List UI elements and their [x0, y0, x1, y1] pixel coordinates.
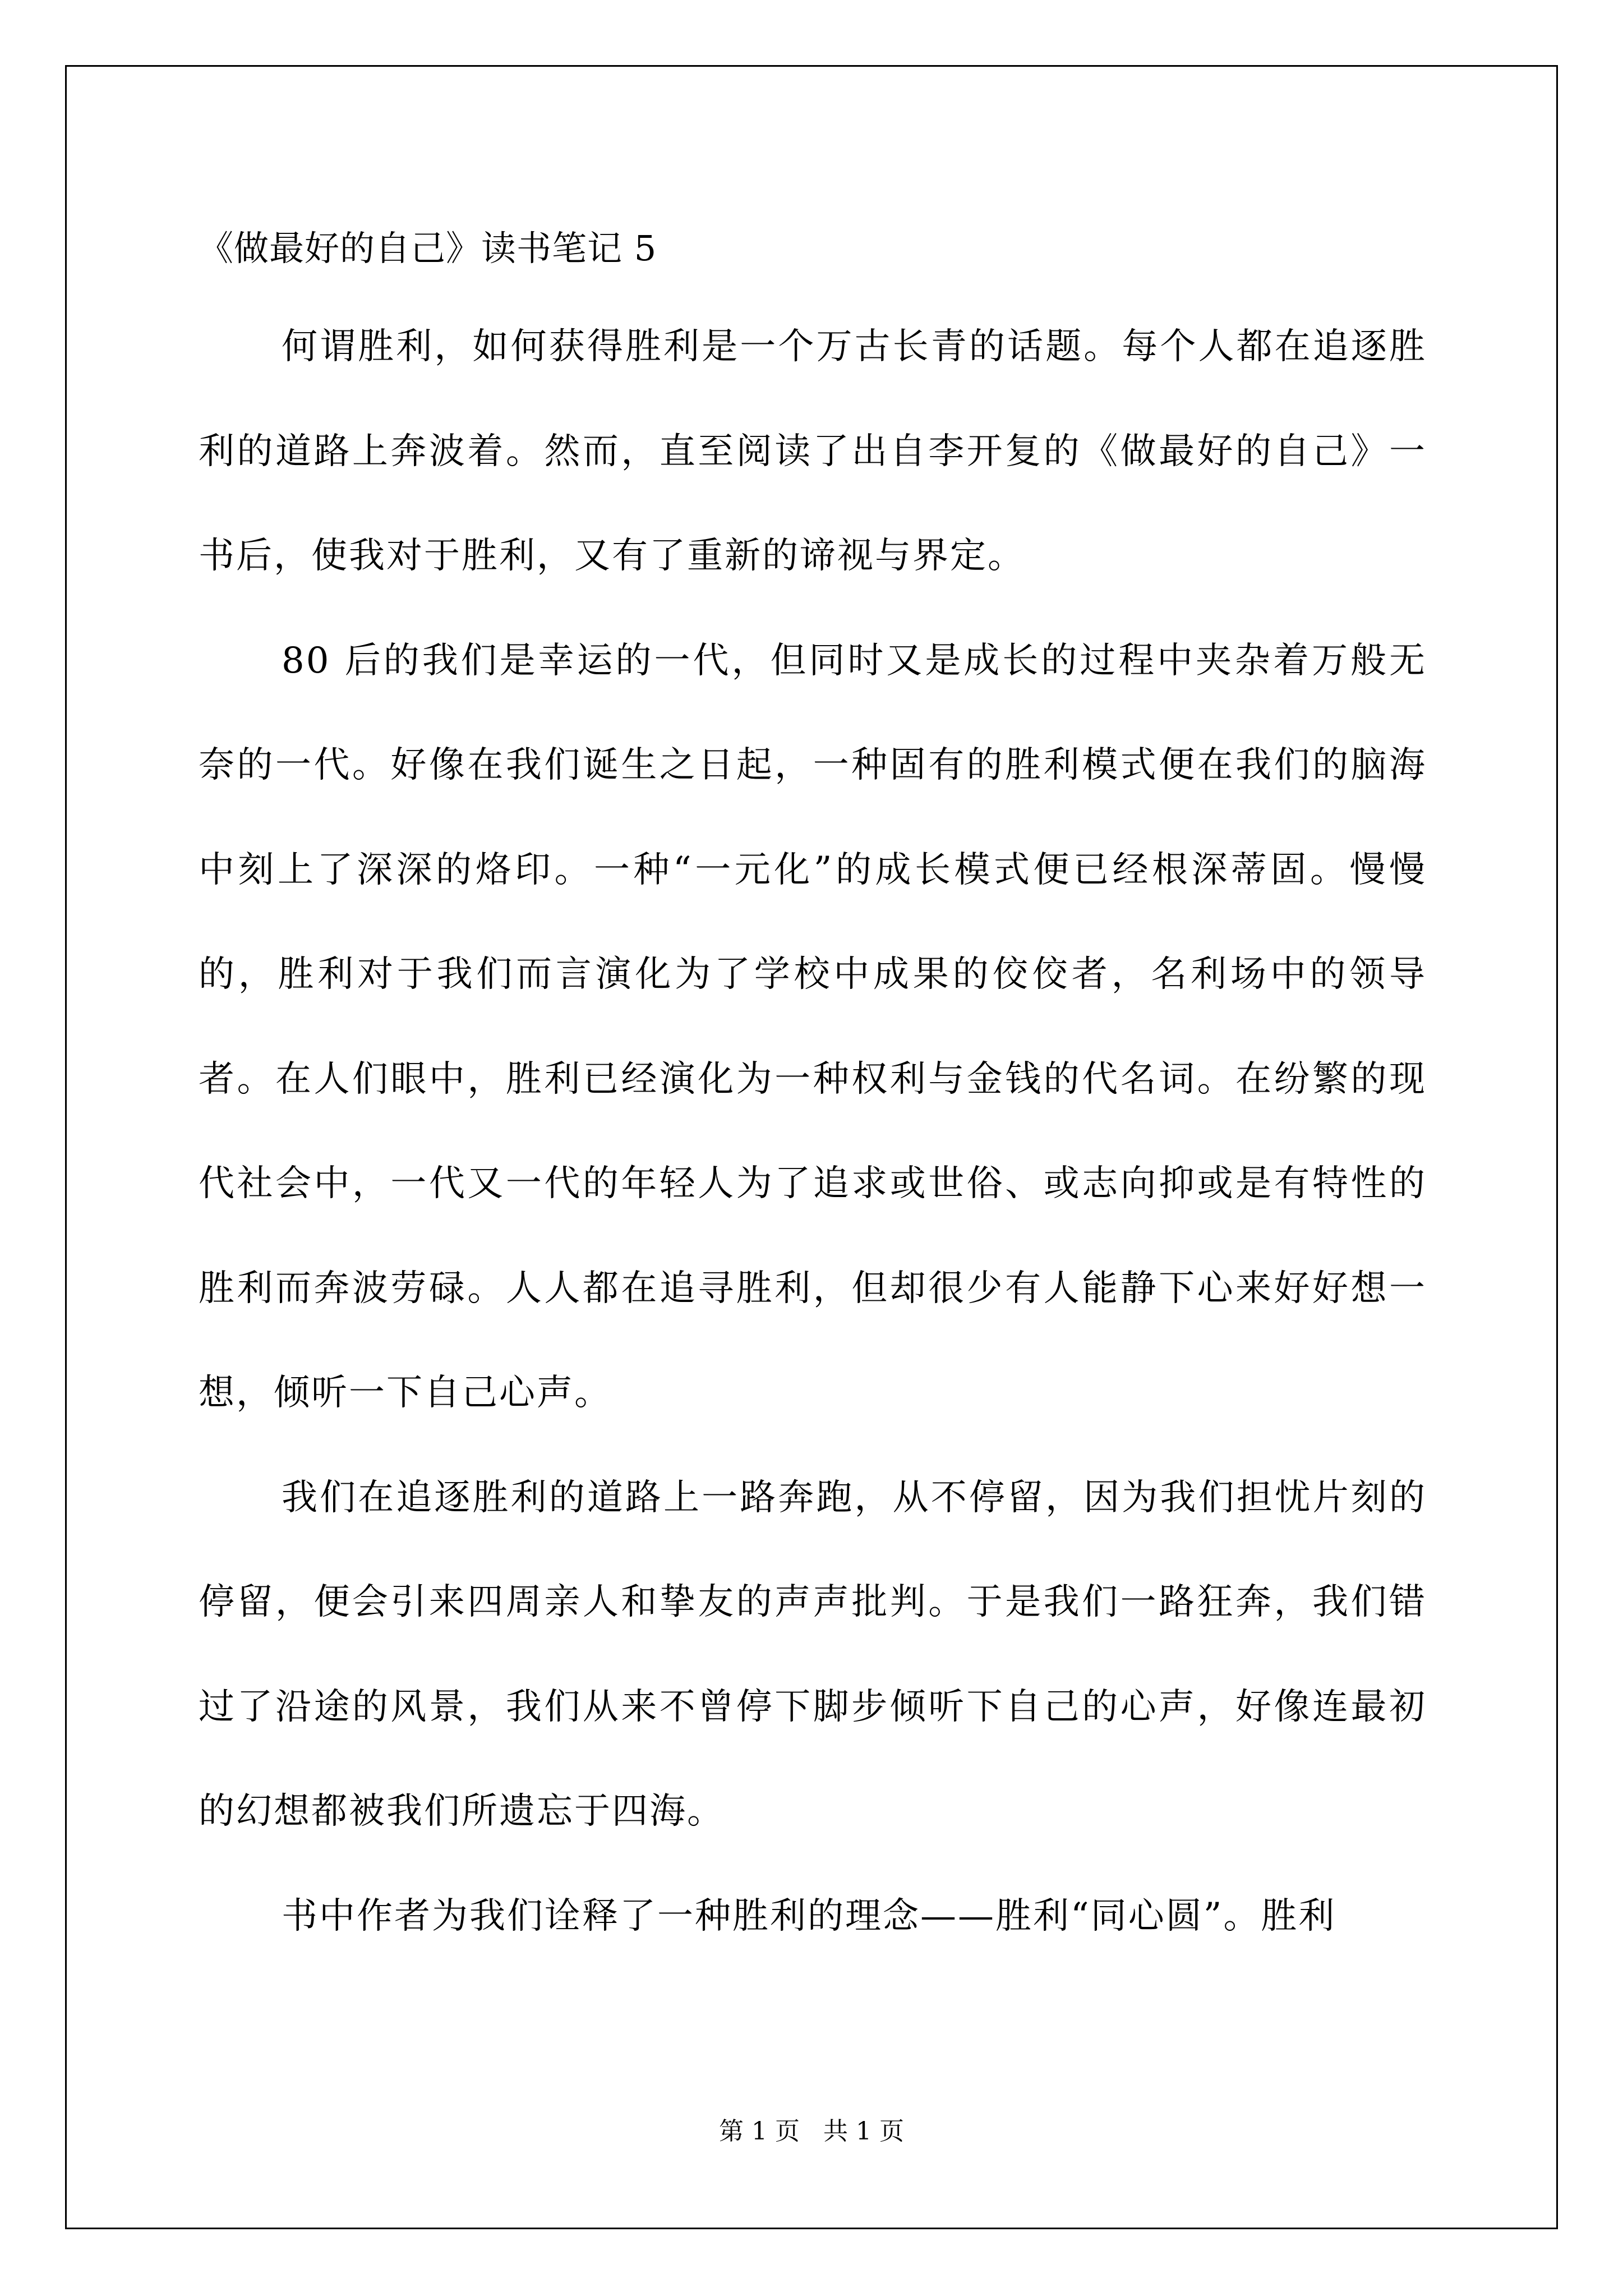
paragraph: 80 后的我们是幸运的一代，但同时又是成长的过程中夹杂着万般无奈的一代。好像在我们诞生之日起，一种固有的胜利模式便在我们的脑海中刻上了深深的烙印。一种“一元化”的成长模式便已经根深蒂固。慢慢的，胜利对于我们而言演化为了学校中成果的佼佼者，名利场中的领导者。在人们眼中，胜利已经演化为一种权利与金钱的代名词。在纷繁的现代社会中，一代又一代的年轻人为了追求或世俗、或志向抑或是有特性的胜利而奔波劳碌。人人都在追寻胜利，但却很少有人能静下心来好好想一想，倾听一下自己心声。 — [199, 639, 1427, 1414]
page-footer: 第 1 页 共 1 页 — [719, 2117, 904, 2146]
paragraph: 书中作者为我们诠释了一种胜利的理念——胜利“同心圆”。胜利 — [282, 1895, 1336, 1937]
document-title: 《做最好的自己》读书笔记 5 — [199, 228, 657, 269]
paragraph: 何谓胜利，如何获得胜利是一个万古长青的话题。每个人都在追逐胜利的道路上奔波着。然而，直至阅读了出自李开复的《做最好的自己》一书后，使我对于胜利，又有了重新的谛视与界定。 — [199, 326, 1427, 577]
document-body — [199, 295, 1427, 1968]
paragraph: 我们在追逐胜利的道路上一路奔跑，从不停留，因为我们担忧片刻的停留，便会引来四周亲人和挚友的声声批判。于是我们一路狂奔，我们错过了沿途的风景，我们从来不曾停下脚步倾听下自己的心声，好像连最初的幻想都被我们所遗忘于四海。 — [199, 1476, 1427, 1832]
